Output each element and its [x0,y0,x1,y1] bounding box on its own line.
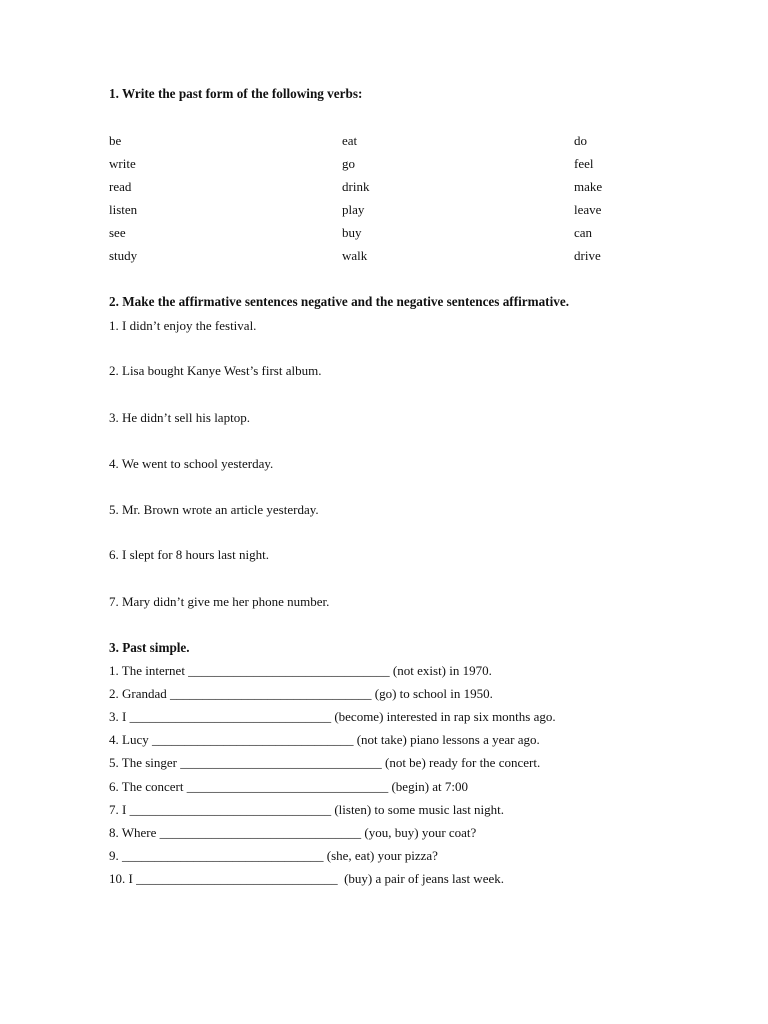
sentence-item: 5. Mr. Brown wrote an article yesterday. [109,502,319,517]
exercise-item: 10. I _______________________________ (buy) a pair of jeans last week. [109,871,504,886]
exercise-item: 3. I _______________________________ (become) interested in rap six months ago. [109,709,556,724]
verb-item: go [342,156,355,171]
exercise-item: 9. _______________________________ (she, eat) your pizza? [109,848,438,863]
verb-item: make [574,179,603,194]
verb-item: buy [342,225,362,240]
exercise-item: 7. I _______________________________ (listen) to some music last night. [109,802,505,817]
exercise-item: 8. Where _______________________________ (you, buy) your coat? [109,825,477,840]
verb-item: drink [342,179,370,194]
sentence-item: 4. We went to school yesterday. [109,456,274,471]
sentence-item: 7. Mary didn’t give me her phone number. [109,594,330,609]
verb-item: study [109,248,138,263]
verb-item: drive [574,248,601,263]
verb-item: can [574,225,593,240]
sentence-item: 1. I didn’t enjoy the festival. [109,318,257,333]
exercise-item: 1. The internet _______________________________ (not exist) in 1970. [109,663,492,678]
sentence-item: 3. He didn’t sell his laptop. [109,410,250,425]
section1-title: 1. Write the past form of the following verbs: [109,86,363,101]
verb-item: feel [574,156,594,171]
verb-item: be [109,133,122,148]
verb-item: eat [342,133,358,148]
exercise-item: 4. Lucy _______________________________ (not take) piano lessons a year ago. [109,732,540,747]
verb-item: walk [342,248,368,263]
verb-item: see [109,225,126,240]
exercise-item: 5. The singer _______________________________ (not be) ready for the concert. [109,755,541,770]
exercise-item: 2. Grandad _______________________________ (go) to school in 1950. [109,686,493,701]
verb-item: read [109,179,132,194]
sentence-item: 2. Lisa bought Kanye West’s first album. [109,363,322,378]
section3-title: 3. Past simple. [109,640,190,655]
verb-item: leave [574,202,602,217]
verb-item: do [574,133,587,148]
verb-item: listen [109,202,138,217]
sentence-item: 6. I slept for 8 hours last night. [109,547,269,562]
verb-item: write [109,156,136,171]
section2-title: 2. Make the affirmative sentences negative and the negative sentences affirmative. [109,294,569,309]
verb-item: play [342,202,365,217]
exercise-item: 6. The concert _______________________________ (begin) at 7:00 [109,779,469,794]
